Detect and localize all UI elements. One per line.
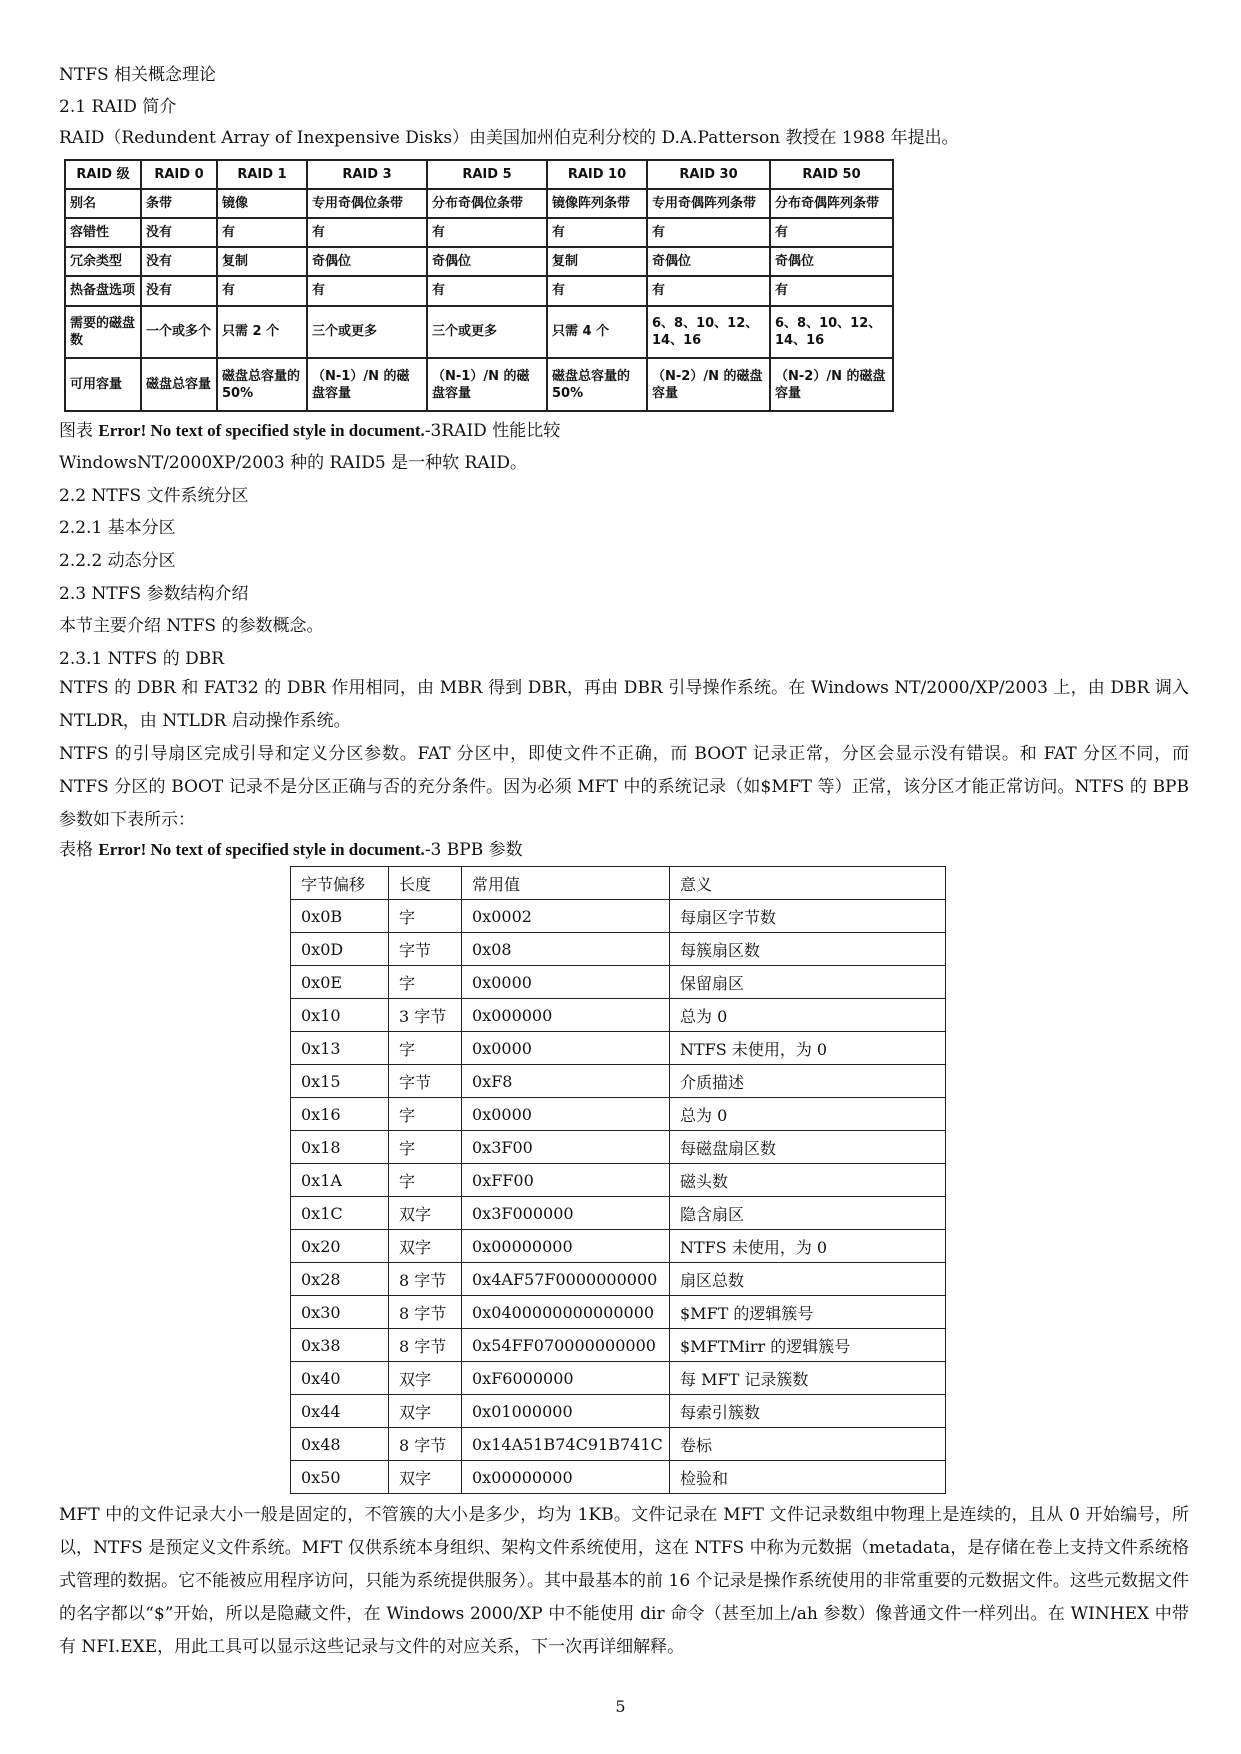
bpb-cell: 0x44 (291, 1395, 389, 1428)
bpb-cell: $MFTMirr 的逻辑簇号 (670, 1329, 946, 1362)
bpb-cell: NTFS 未使用，为 0 (670, 1230, 946, 1263)
bpb-cell: 总为 0 (670, 999, 946, 1032)
bpb-cell: 扇区总数 (670, 1263, 946, 1296)
bpb-row (291, 1428, 946, 1461)
raid-cell: 磁盘总容量的 50% (217, 358, 307, 411)
raid-header-cell: RAID 5 (427, 160, 547, 189)
bpb-cell: 每索引簇数 (670, 1395, 946, 1428)
figure-caption-prefix: 图表 (59, 421, 99, 441)
raid-cell: 条带 (141, 189, 217, 218)
bpb-cell: 字 (389, 1098, 462, 1131)
bpb-row (291, 900, 946, 933)
raid-comparison-table (64, 159, 894, 412)
raid-cell: 分布奇偶阵列条带 (770, 189, 893, 218)
raid-header-cell: RAID 50 (770, 160, 893, 189)
raid-cell: （N-2）/N 的磁盘容量 (770, 358, 893, 411)
bpb-cell: 0x01000000 (462, 1395, 670, 1428)
bpb-header-cell: 意义 (670, 867, 946, 900)
bpb-cell: 0x1A (291, 1164, 389, 1197)
raid-cell: 专用奇偶位条带 (307, 189, 427, 218)
section-heading-2-2-1: 2.2.1 基本分区 (59, 518, 176, 538)
raid-cell: 专用奇偶阵列条带 (647, 189, 770, 218)
raid-cell: 没有 (141, 247, 217, 276)
bpb-row (291, 1164, 946, 1197)
raid-header-cell: RAID 3 (307, 160, 427, 189)
raid-cell: 复制 (217, 247, 307, 276)
bpb-header-cell: 常用值 (462, 867, 670, 900)
bpb-row (291, 1131, 946, 1164)
bpb-cell: 卷标 (670, 1428, 946, 1461)
raid-cell: 有 (647, 276, 770, 305)
doc-heading: NTFS 相关概念理论 (59, 65, 217, 85)
bpb-cell: 字 (389, 1032, 462, 1065)
bpb-cell: 0x00000000 (462, 1230, 670, 1263)
section-intro-text: 本节主要介绍 NTFS 的参数概念。 (59, 616, 324, 636)
bpb-cell: 0x20 (291, 1230, 389, 1263)
bpb-cell: 0x14A51B74C91B741C (462, 1428, 670, 1461)
figure-caption-error: Error! No text of specified style in document. (98, 421, 425, 440)
raid-cell: 别名 (65, 189, 141, 218)
bpb-header-row (291, 867, 946, 900)
page-number: 5 (615, 1697, 626, 1716)
raid-header-cell: RAID 0 (141, 160, 217, 189)
raid-cell: 奇偶位 (307, 247, 427, 276)
section-heading-2-3: 2.3 NTFS 参数结构介绍 (59, 584, 249, 604)
bpb-parameter-table (290, 866, 946, 1494)
bpb-cell: 字 (389, 966, 462, 999)
raid-cell: 有 (770, 276, 893, 305)
bpb-row (291, 999, 946, 1032)
figure-caption-suffix: -3RAID 性能比较 (424, 421, 561, 441)
raid-cell: 分布奇偶位条带 (427, 189, 547, 218)
bpb-cell: 双字 (389, 1230, 462, 1263)
raid-cell: 磁盘总容量的 50% (547, 358, 647, 411)
bpb-row (291, 1197, 946, 1230)
bpb-row (291, 1098, 946, 1131)
bpb-cell: 0x13 (291, 1032, 389, 1065)
raid-cell: 有 (647, 218, 770, 247)
bpb-cell: 0x15 (291, 1065, 389, 1098)
bpb-row (291, 1230, 946, 1263)
bpb-cell: 0x54FF070000000000 (462, 1329, 670, 1362)
raid-cell: 有 (217, 218, 307, 247)
mft-paragraph: MFT 中的文件记录大小一般是固定的，不管簇的大小是多少，均为 1KB。文件记录在 MFT 文件记录数组中物理上是连续的，且从 0 开始编号，所以，NTFS 是预定义文件系统。MFT 仅供系统本身组织、架构文件系统使用，这在 NTFS 中称为元数据（metadata，是存储在卷上支持文件系统格式管理的数据。它不能被应用程序访问，只能为系统提供服务）。其中最基本的前 16 个记录是操作系统使用的非常重要的元数据文件。这些元数据文件的名字都以“$”开始，所以是隐藏文件，在 Windows 2000/XP 中不能使用 dir 命令（甚至加上/ah 参数）像普通文件一样列出。在 WINHEX 中带有 NFI.EXE，用此工具可以显示这些记录与文件的对应关系，下一次再详细解释。 (59, 1505, 1189, 1657)
raid-cell: （N-1）/N 的磁盘容量 (307, 358, 427, 411)
raid-cell: 有 (547, 218, 647, 247)
bpb-cell: 0xF8 (462, 1065, 670, 1098)
bpb-row (291, 1032, 946, 1065)
dbr-paragraph: NTFS 的 DBR 和 FAT32 的 DBR 作用相同，由 MBR 得到 DBR，再由 DBR 引导操作系统。在 Windows NT/2000/XP/2003 上，由 DBR 调入 NTLDR，由 NTLDR 启动操作系统。 (59, 678, 1189, 731)
bpb-cell: 0x28 (291, 1263, 389, 1296)
raid-cell: 三个或更多 (427, 306, 547, 359)
raid-cell: 没有 (141, 218, 217, 247)
raid-cell: 6、8、10、12、14、16 (770, 306, 893, 359)
table-caption-suffix: -3 BPB 参数 (424, 840, 523, 860)
bpb-cell: 8 字节 (389, 1428, 462, 1461)
bpb-cell: 0x48 (291, 1428, 389, 1461)
bpb-cell: 0x0000 (462, 1032, 670, 1065)
raid-header-cell: RAID 1 (217, 160, 307, 189)
raid-cell: 复制 (547, 247, 647, 276)
bpb-cell: 0x16 (291, 1098, 389, 1131)
raid-cell: 只需 4 个 (547, 306, 647, 359)
bpb-cell: 8 字节 (389, 1296, 462, 1329)
bpb-row (291, 933, 946, 966)
bpb-cell: 检验和 (670, 1461, 946, 1494)
bpb-cell: 0x00000000 (462, 1461, 670, 1494)
raid-header-cell: RAID 30 (647, 160, 770, 189)
bpb-row (291, 1065, 946, 1098)
raid-cell: （N-2）/N 的磁盘容量 (647, 358, 770, 411)
raid-cell: 有 (307, 218, 427, 247)
bpb-row (291, 1362, 946, 1395)
section-heading-2-2-2: 2.2.2 动态分区 (59, 551, 176, 571)
bpb-cell: 双字 (389, 1362, 462, 1395)
bpb-cell: 字 (389, 1131, 462, 1164)
bpb-cell: 字 (389, 1164, 462, 1197)
bpb-cell: 每簇扇区数 (670, 933, 946, 966)
bpb-cell: 3 字节 (389, 999, 462, 1032)
section-heading-2-1: 2.1 RAID 简介 (59, 97, 177, 117)
bpb-row (291, 1395, 946, 1428)
bpb-cell: 0x30 (291, 1296, 389, 1329)
raid-header-row (65, 160, 893, 189)
raid-header-cell: RAID 级 (65, 160, 141, 189)
bpb-cell: 每扇区字节数 (670, 900, 946, 933)
raid-cell: 热备盘选项 (65, 276, 141, 305)
raid-cell: 有 (547, 276, 647, 305)
bpb-cell: NTFS 未使用，为 0 (670, 1032, 946, 1065)
table-caption-error: Error! No text of specified style in document. (98, 840, 425, 859)
raid-cell: 冗余类型 (65, 247, 141, 276)
bpb-cell: 双字 (389, 1197, 462, 1230)
bpb-cell: 磁头数 (670, 1164, 946, 1197)
bpb-cell: 字节 (389, 1065, 462, 1098)
raid-row (65, 247, 893, 276)
bpb-cell: 0x0400000000000000 (462, 1296, 670, 1329)
bpb-cell: 0x40 (291, 1362, 389, 1395)
bpb-header-cell: 长度 (389, 867, 462, 900)
bpb-cell: 0x1C (291, 1197, 389, 1230)
boot-paragraph: NTFS 的引导扇区完成引导和定义分区参数。FAT 分区中，即使文件不正确，而 BOOT 记录正常，分区会显示没有错误。和 FAT 分区不同，而 NTFS 分区的 BOOT 记录不是分区正确与否的充分条件。因为必须 MFT 中的系统记录（如$MFT 等）正常，该分区才能正常访问。NTFS 的 BPB 参数如下表所示： (59, 744, 1189, 830)
bpb-cell: 总为 0 (670, 1098, 946, 1131)
raid-cell: 有 (217, 276, 307, 305)
bpb-cell: 字 (389, 900, 462, 933)
raid-cell: 镜像阵列条带 (547, 189, 647, 218)
raid-intro-text: RAID（Redundent Array of Inexpensive Disks）由美国加州伯克利分校的 D.A.Patterson 教授在 1988 年提出。 (59, 128, 959, 148)
bpb-cell: 0x18 (291, 1131, 389, 1164)
bpb-row (291, 1329, 946, 1362)
raid-cell: 有 (307, 276, 427, 305)
figure-caption (59, 420, 560, 442)
raid-cell: 三个或更多 (307, 306, 427, 359)
raid-row (65, 218, 893, 247)
raid-cell: 没有 (141, 276, 217, 305)
raid-cell: 奇偶位 (427, 247, 547, 276)
raid5-note: WindowsNT/2000XP/2003 种的 RAID5 是一种软 RAID。 (59, 453, 527, 473)
table-caption (59, 839, 523, 861)
bpb-cell: 0x0000 (462, 1098, 670, 1131)
bpb-cell: 0x4AF57F0000000000 (462, 1263, 670, 1296)
raid-cell: 奇偶位 (647, 247, 770, 276)
bpb-row (291, 1461, 946, 1494)
raid-cell: 奇偶位 (770, 247, 893, 276)
raid-row (65, 189, 893, 218)
raid-cell: 容错性 (65, 218, 141, 247)
bpb-cell: 0x3F00 (462, 1131, 670, 1164)
bpb-cell: 0x0000 (462, 966, 670, 999)
bpb-cell: 0x3F000000 (462, 1197, 670, 1230)
bpb-row (291, 1263, 946, 1296)
raid-row (65, 306, 893, 359)
bpb-cell: 0x0E (291, 966, 389, 999)
bpb-cell: 0xF6000000 (462, 1362, 670, 1395)
bpb-cell: 0x0B (291, 900, 389, 933)
bpb-cell: 0x000000 (462, 999, 670, 1032)
bpb-cell: 双字 (389, 1461, 462, 1494)
bpb-cell: 0xFF00 (462, 1164, 670, 1197)
table-caption-prefix: 表格 (59, 840, 99, 860)
bpb-cell: 0x38 (291, 1329, 389, 1362)
bpb-cell: 8 字节 (389, 1263, 462, 1296)
raid-header-cell: RAID 10 (547, 160, 647, 189)
raid-row (65, 276, 893, 305)
section-heading-2-3-1: 2.3.1 NTFS 的 DBR (59, 649, 225, 669)
bpb-row (291, 1296, 946, 1329)
bpb-cell: 0x0002 (462, 900, 670, 933)
raid-cell: 可用容量 (65, 358, 141, 411)
raid-cell: 只需 2 个 (217, 306, 307, 359)
raid-cell: （N-1）/N 的磁盘容量 (427, 358, 547, 411)
bpb-cell: 8 字节 (389, 1329, 462, 1362)
bpb-cell: 双字 (389, 1395, 462, 1428)
bpb-cell: 每 MFT 记录簇数 (670, 1362, 946, 1395)
raid-row (65, 358, 893, 411)
raid-cell: 有 (427, 276, 547, 305)
bpb-cell: 字节 (389, 933, 462, 966)
raid-cell: 镜像 (217, 189, 307, 218)
raid-cell: 6、8、10、12、14、16 (647, 306, 770, 359)
raid-cell: 有 (770, 218, 893, 247)
bpb-cell: 0x50 (291, 1461, 389, 1494)
bpb-cell: 每磁盘扇区数 (670, 1131, 946, 1164)
raid-cell: 一个或多个 (141, 306, 217, 359)
bpb-cell: $MFT 的逻辑簇号 (670, 1296, 946, 1329)
raid-cell: 需要的磁盘数 (65, 306, 141, 359)
bpb-cell: 0x0D (291, 933, 389, 966)
bpb-row (291, 966, 946, 999)
bpb-cell: 隐含扇区 (670, 1197, 946, 1230)
section-heading-2-2: 2.2 NTFS 文件系统分区 (59, 486, 249, 506)
raid-cell: 磁盘总容量 (141, 358, 217, 411)
bpb-cell: 0x10 (291, 999, 389, 1032)
raid-cell: 有 (427, 218, 547, 247)
bpb-cell: 0x08 (462, 933, 670, 966)
bpb-cell: 介质描述 (670, 1065, 946, 1098)
bpb-header-cell: 字节偏移 (291, 867, 389, 900)
bpb-cell: 保留扇区 (670, 966, 946, 999)
